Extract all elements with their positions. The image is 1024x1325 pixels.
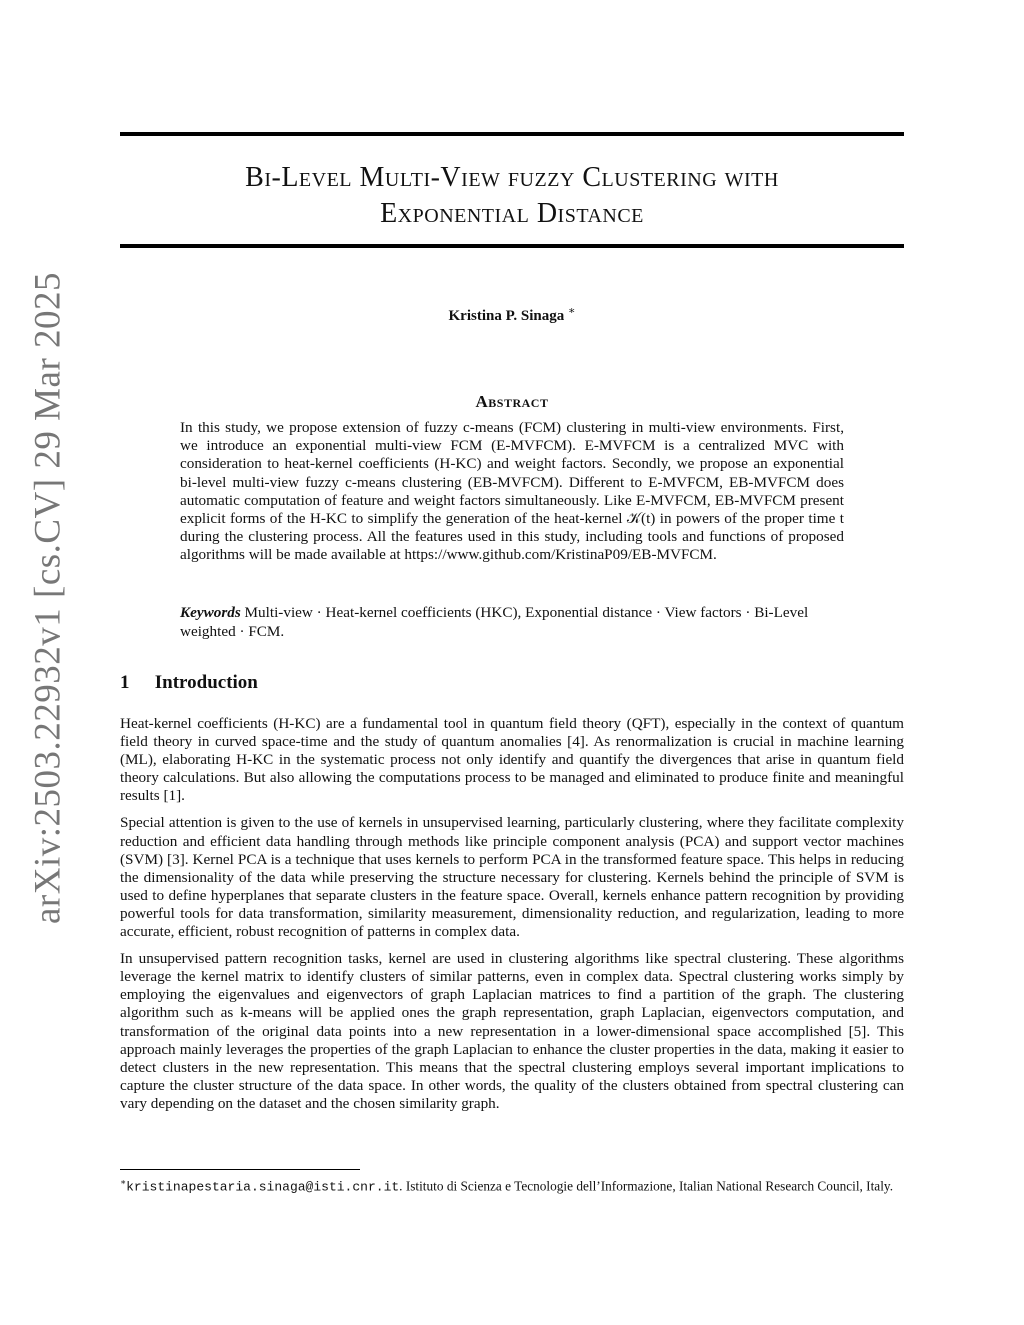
author-line [120,304,904,325]
section-heading [120,672,258,694]
keywords-block [180,604,844,641]
footnote [120,1174,904,1195]
footnote-text: . Istituto di Scienza e Tecnologie dell’Informazione, Italian National Research Council, Italy. [399,1178,894,1194]
footnote-email[interactable]: kristinapestaria.sinaga@isti.cnr.it [126,1179,400,1195]
author-name: Kristina P. Sinaga [448,308,565,324]
title-top-rule [120,132,904,136]
section-title: Introduction [154,672,258,693]
author-footnote-mark: ∗ [568,305,576,317]
abstract-heading: Abstract [475,392,549,411]
title-bottom-rule [120,244,904,248]
footnote-mark: ∗ [120,1177,127,1187]
keywords-label: Keywords [180,604,241,621]
keywords-text: Multi-view · Heat-kernel coefficients (HKC), Exponential distance · View factors · Bi-Level weighted · FCM. [180,604,809,640]
paper-title [120,160,904,232]
footnote-divider [120,1169,360,1170]
section-number: 1 [120,672,130,693]
arxiv-identifier-stamp: arXiv:2503.22932v1 [cs.CV] 29 Mar 2025 [27,271,69,925]
paragraph: In unsupervised pattern recognition tasks, kernel are used in clustering algorithms like spectral clustering. These algorithms leverage the kernel matrix to identify clusters of similar patterns, even in complex data. Spectral clustering works simply by employing the eigenvalues and eigenvectors of graph Laplacian matrices to find a partition of the graph. The clustering algorithm such as k-means will be applied ones the graph representation, graph Laplacian, eigenvectors computation, and transformation of the original data points into a new representation in a lower-dimensional space accomplished [5]. This approach mainly leverages the properties of the graph Laplacian to enhance the cluster properties in the data, making it easier to detect clusters in the new representation. This means that the spectral clustering employs several important implications to capture the cluster structure of the data space. In other words, the quality of the clusters obtained from spectral clustering can vary depending on the dataset and the chosen similarity graph. [120,950,904,1112]
paragraph: Heat-kernel coefficients (H-KC) are a fundamental tool in quantum field theory (QFT), especially in the context of quantum field theory in curved space-time and the study of quantum anomalies [4]. As renormalization is crucial in machine learning (ML), elaborating H-KC in the systematic process not only identify and quantify the divergences that arise in quantum field theory calculations. But also allowing the computations process to be managed and eliminated to produce finite and meaningful results [1]. [120,715,904,805]
abstract-body: In this study, we propose extension of fuzzy c-means (FCM) clustering in multi-view environments. First, we introduce an exponential multi-view FCM (E-MVFCM). E-MVFCM is a centralized MVC with consideration to heat-kernel coefficients (H-KC) and weight factors. Secondly, we propose an exponential bi-level multi-view fuzzy c-means clustering (EB-MVFCM). Different to E-MVFCM, EB-MVFCM does automatic computation of feature and weight factors simultaneously. Like E-MVFCM, EB-MVFCM present explicit forms of the H-KC to simplify the generation of the heat-kernel 𝒦(t) in powers of the proper time t during the clustering process. All the features used in this study, including tools and functions of proposed algorithms will be made available at https://www.github.com/KristinaP09/EB-MVFCM. [180,419,844,564]
title-line-1: Bi-Level Multi-View fuzzy Clustering with [245,162,779,193]
paragraph: Special attention is given to the use of kernels in unsupervised learning, particularly clustering, where they facilitate complexity reduction and efficient data handling through methods like principle component analysis (PCA) and support vector machines (SVM) [3]. Kernel PCA is a technique that uses kernels to perform PCA in the transformed feature space. This helps in reducing the dimensionality of the data while preserving the structure necessary for clustering. Kernels behind the principle of SVM is used to define hyperplanes that separate clusters in the feature space. Overall, kernels enhance pattern recognition by providing powerful tools for data transformation, similarity measurement, dimensionality reduction, and regularization, leading to more accurate, efficient, robust recognition of patterns in complex data. [120,814,904,941]
title-line-2: Exponential Distance [380,198,644,229]
introduction-body [120,715,904,1122]
